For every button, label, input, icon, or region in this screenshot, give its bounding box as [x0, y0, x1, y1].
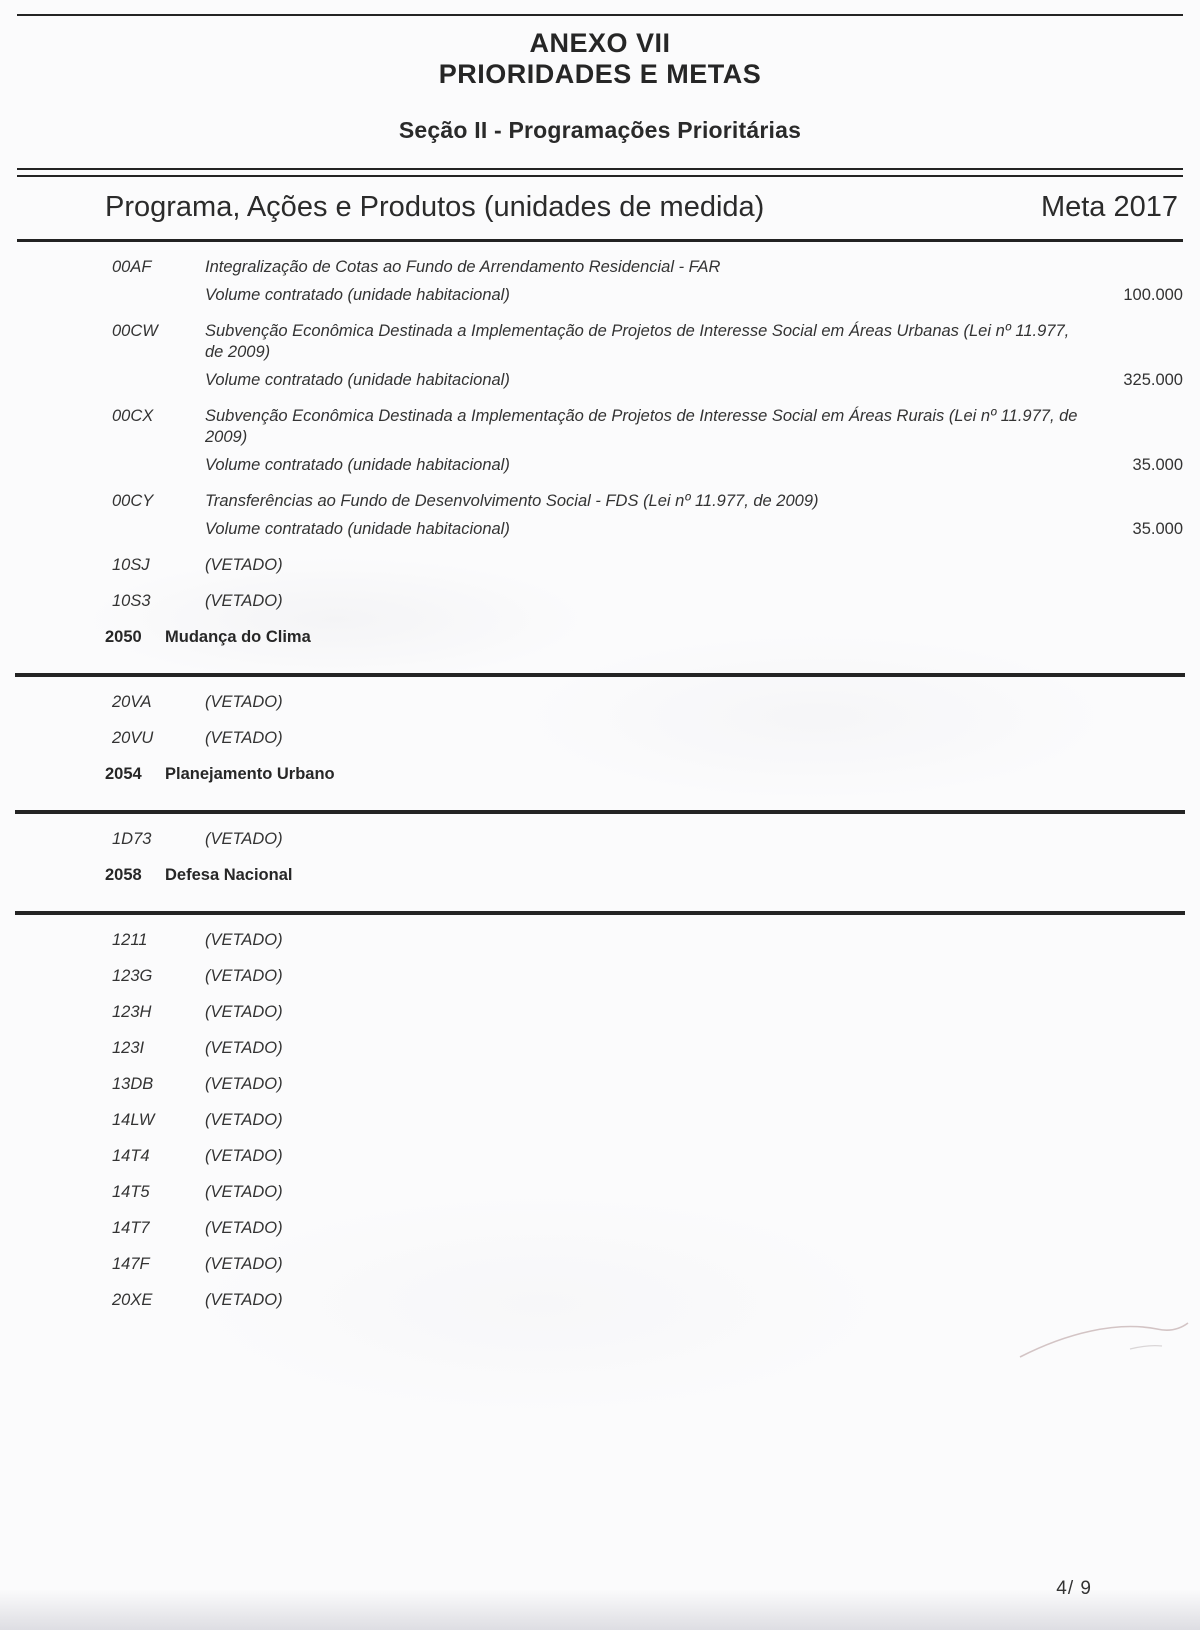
column-header-programs: Programa, Ações e Produtos (unidades de medida) [105, 191, 765, 223]
table-row-vetado [0, 829, 1200, 850]
table-row-vetado [0, 692, 1200, 713]
table-row-product [0, 519, 1200, 540]
table-row-program [0, 764, 1200, 785]
vetado-label: (VETADO) [205, 1219, 283, 1237]
meta-value: 325.000 [1123, 371, 1183, 389]
table-rows [0, 257, 1200, 1311]
section-separator-rule [15, 911, 1185, 915]
table-row-vetado [0, 1182, 1200, 1203]
vetado-label: (VETADO) [205, 556, 283, 574]
table-row-vetado [0, 591, 1200, 612]
action-code: 00CW [112, 322, 158, 340]
table-row-product [0, 370, 1200, 391]
action-code: 00CY [112, 492, 154, 510]
action-code: 10SJ [112, 556, 150, 574]
action-code: 20VU [112, 729, 154, 747]
table-row-vetado [0, 728, 1200, 749]
vetado-label: (VETADO) [205, 1147, 283, 1165]
table-row-vetado [0, 1074, 1200, 1095]
table-row-vetado [0, 1038, 1200, 1059]
action-code: 00AF [112, 258, 152, 276]
table-row-program [0, 627, 1200, 648]
action-code: 147F [112, 1255, 150, 1273]
table-row-vetado [0, 1146, 1200, 1167]
product-label: Volume contratado (unidade habitacional) [205, 286, 510, 304]
vetado-label: (VETADO) [205, 830, 283, 848]
action-code: 1211 [112, 931, 148, 949]
action-title: Subvenção Econômica Destinada a Implementação de Projetos de Interesse Social em Áreas Urbanas (Lei nº 11.977, de 2009) [205, 322, 1070, 361]
table-row-product [0, 285, 1200, 306]
section-separator-rule [15, 810, 1185, 814]
action-code: 1D73 [112, 830, 152, 848]
program-code: 2050 [105, 628, 142, 646]
action-code: 20VA [112, 693, 152, 711]
column-header-meta: Meta 2017 [1040, 191, 1178, 223]
header-bottom-rule [17, 239, 1183, 242]
program-name: Mudança do Clima [165, 628, 311, 646]
action-title: Subvenção Econômica Destinada a Implementação de Projetos de Interesse Social em Áreas Rurais (Lei nº 11.977, de 2009) [205, 407, 1078, 446]
table-row-action [0, 257, 1200, 278]
program-name: Planejamento Urbano [165, 765, 335, 783]
vetado-label: (VETADO) [205, 1075, 283, 1093]
table-row-vetado [0, 966, 1200, 987]
action-code: 123H [112, 1003, 152, 1021]
vetado-label: (VETADO) [205, 729, 283, 747]
document-header [0, 28, 1200, 90]
table-header [0, 189, 1200, 225]
action-code: 13DB [112, 1075, 154, 1093]
program-code: 2054 [105, 765, 142, 783]
product-label: Volume contratado (unidade habitacional) [205, 520, 510, 538]
table-row-action [0, 406, 1200, 448]
table-row-vetado [0, 555, 1200, 576]
action-code: 14T4 [112, 1147, 150, 1165]
page-number: 4/ 9 [1056, 1578, 1092, 1599]
action-code: 123G [112, 967, 153, 985]
top-rule [17, 14, 1183, 16]
action-code: 10S3 [112, 592, 151, 610]
table-row-vetado [0, 1254, 1200, 1275]
action-code: 00CX [112, 407, 154, 425]
action-code: 14T5 [112, 1183, 150, 1201]
table-row-vetado [0, 1218, 1200, 1239]
meta-value: 35.000 [1132, 456, 1183, 474]
vetado-label: (VETADO) [205, 1291, 283, 1309]
vetado-label: (VETADO) [205, 693, 283, 711]
product-label: Volume contratado (unidade habitacional) [205, 371, 510, 389]
vetado-label: (VETADO) [205, 931, 283, 949]
table-row-vetado [0, 1002, 1200, 1023]
double-rule [17, 168, 1183, 177]
table-row-vetado [0, 1110, 1200, 1131]
section-separator-rule [15, 673, 1185, 677]
vetado-label: (VETADO) [205, 967, 283, 985]
action-code: 123I [112, 1039, 145, 1057]
action-code: 14T7 [112, 1219, 150, 1237]
section-title: Seção II - Programações Prioritárias [398, 117, 802, 143]
table-row-product [0, 455, 1200, 476]
action-title: Transferências ao Fundo de Desenvolvimento Social - FDS (Lei nº 11.977, de 2009) [205, 492, 819, 510]
product-label: Volume contratado (unidade habitacional) [205, 456, 510, 474]
vetado-label: (VETADO) [205, 1111, 283, 1129]
vetado-label: (VETADO) [205, 1003, 283, 1021]
action-title: Integralização de Cotas ao Fundo de Arrendamento Residencial - FAR [205, 258, 721, 276]
document-title: ANEXO VII [529, 28, 671, 58]
vetado-label: (VETADO) [205, 1255, 283, 1273]
scan-artifact-curve [1012, 1305, 1192, 1365]
vetado-label: (VETADO) [205, 1183, 283, 1201]
table-row-program [0, 865, 1200, 886]
action-code: 20XE [112, 1291, 153, 1309]
vetado-label: (VETADO) [205, 1039, 283, 1057]
meta-value: 100.000 [1123, 286, 1183, 304]
program-name: Defesa Nacional [165, 866, 293, 884]
table-row-action [0, 491, 1200, 512]
program-code: 2058 [105, 866, 142, 884]
document-subtitle: PRIORIDADES E METAS [438, 59, 762, 89]
table-row-action [0, 321, 1200, 363]
action-code: 14LW [112, 1111, 155, 1129]
vetado-label: (VETADO) [205, 592, 283, 610]
meta-value: 35.000 [1132, 520, 1183, 538]
table-row-vetado [0, 930, 1200, 951]
